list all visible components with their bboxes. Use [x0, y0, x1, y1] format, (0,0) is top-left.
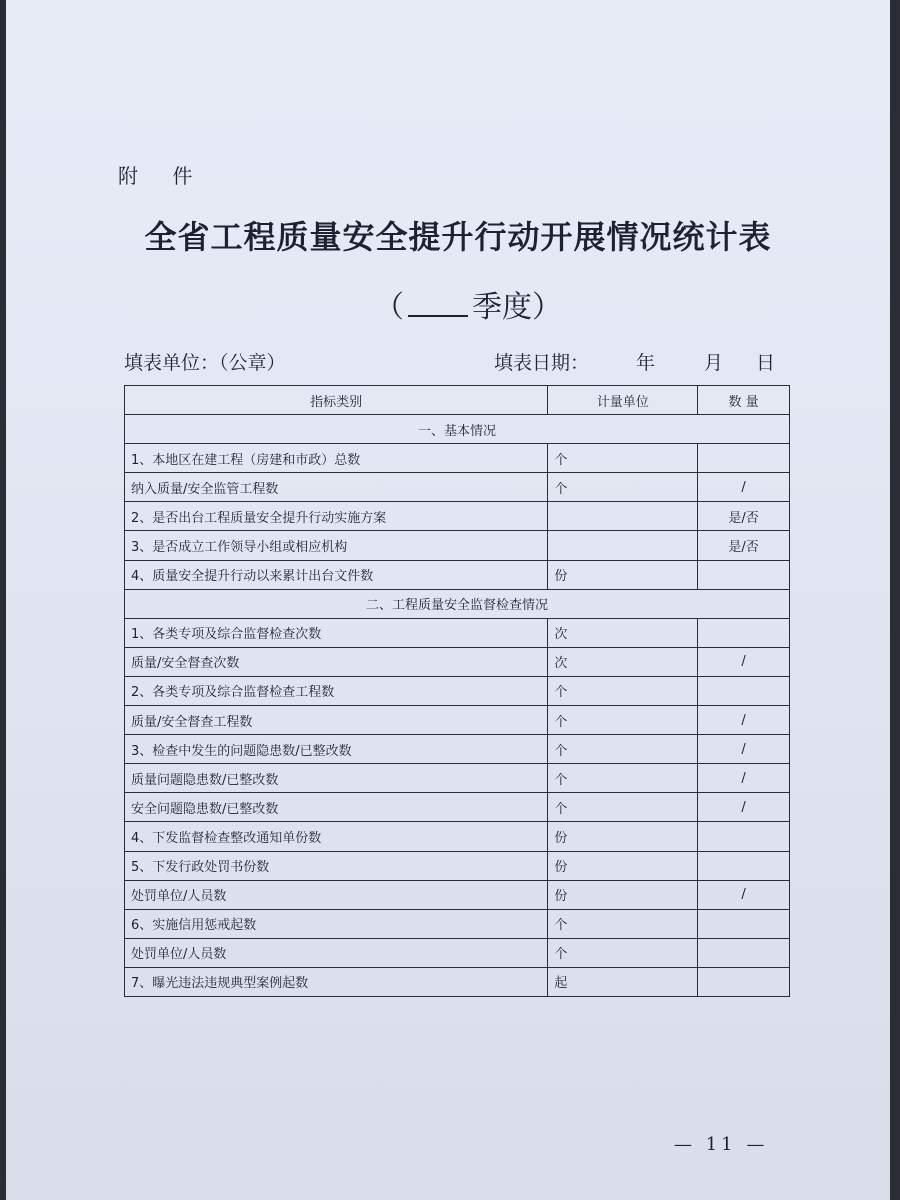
table-row [125, 851, 790, 880]
indicator-label: 6、实施信用惩戒起数 [125, 909, 548, 938]
quantity-cell[interactable] [698, 822, 790, 851]
quantity-cell[interactable] [698, 938, 790, 967]
quarter-open-paren: （ [374, 290, 404, 325]
page-number: — 11 — [674, 1134, 769, 1155]
quantity-cell[interactable] [698, 676, 790, 705]
quantity-cell[interactable]: / [698, 735, 790, 764]
table-section-row [125, 589, 790, 618]
unit-cell: 起 [548, 967, 698, 996]
indicator-label: 3、是否成立工作领导小组或相应机构 [125, 531, 548, 560]
indicator-label: 3、检查中发生的问题隐患数/已整改数 [125, 735, 548, 764]
unit-cell: 个 [548, 938, 698, 967]
indicator-label: 质量/安全督查工程数 [125, 706, 548, 735]
unit-cell: 个 [548, 909, 698, 938]
header-category: 指标类别 [125, 386, 548, 415]
date-year: 年 [636, 352, 656, 374]
unit-cell: 个 [548, 793, 698, 822]
unit-cell: 份 [548, 880, 698, 909]
table-row [125, 560, 790, 589]
unit-cell: 个 [548, 676, 698, 705]
quantity-cell[interactable]: / [698, 764, 790, 793]
quantity-cell[interactable]: / [698, 473, 790, 502]
quantity-cell[interactable] [698, 560, 790, 589]
table-row [125, 938, 790, 967]
unit-cell: 个 [548, 473, 698, 502]
quantity-cell[interactable] [698, 618, 790, 647]
document-title: 全省工程质量安全提升行动开展情况统计表 [144, 218, 772, 256]
table-row [125, 502, 790, 531]
unit-cell: 个 [548, 444, 698, 473]
table-row [125, 706, 790, 735]
attachment-label: 附 件 [118, 164, 207, 188]
unit-cell: 个 [548, 764, 698, 793]
table-row [125, 444, 790, 473]
quantity-cell[interactable]: 是/否 [698, 531, 790, 560]
quantity-cell[interactable]: / [698, 647, 790, 676]
quantity-cell[interactable]: / [698, 880, 790, 909]
quarter-label: 季度 [472, 290, 532, 325]
indicator-label: 7、曝光违法违规典型案例起数 [125, 967, 548, 996]
quarter-line [6, 282, 890, 326]
table-row [125, 473, 790, 502]
section-heading: 一、基本情况 [125, 415, 790, 444]
unit-cell: 个 [548, 706, 698, 735]
indicator-label: 1、本地区在建工程（房建和市政）总数 [125, 444, 548, 473]
table-header-row [125, 386, 790, 415]
indicator-label: 处罚单位/人员数 [125, 880, 548, 909]
unit-cell [548, 531, 698, 560]
indicator-label: 安全问题隐患数/已整改数 [125, 793, 548, 822]
indicator-label: 处罚单位/人员数 [125, 938, 548, 967]
table-row [125, 822, 790, 851]
table-row [125, 909, 790, 938]
unit-cell [548, 502, 698, 531]
table-row [125, 618, 790, 647]
table-body [125, 415, 790, 997]
quantity-cell[interactable]: / [698, 793, 790, 822]
section-heading: 二、工程质量安全监督检查情况 [125, 589, 790, 618]
indicator-label: 质量问题隐患数/已整改数 [125, 764, 548, 793]
indicator-label: 2、是否出台工程质量安全提升行动实施方案 [125, 502, 548, 531]
fill-unit-label: 填表单位：（公章） [124, 352, 286, 374]
quantity-cell[interactable] [698, 967, 790, 996]
indicator-label: 质量/安全督查次数 [125, 647, 548, 676]
unit-cell: 份 [548, 851, 698, 880]
statistics-table [124, 385, 790, 997]
table-row [125, 793, 790, 822]
quarter-blank[interactable] [408, 291, 468, 317]
unit-cell: 次 [548, 647, 698, 676]
quantity-cell[interactable]: / [698, 706, 790, 735]
indicator-label: 4、下发监督检查整改通知单份数 [125, 822, 548, 851]
unit-cell: 份 [548, 822, 698, 851]
table-row [125, 764, 790, 793]
header-unit: 计量单位 [548, 386, 698, 415]
indicator-label: 纳入质量/安全监管工程数 [125, 473, 548, 502]
indicator-label: 1、各类专项及综合监督检查次数 [125, 618, 548, 647]
quantity-cell[interactable] [698, 851, 790, 880]
quantity-cell[interactable] [698, 909, 790, 938]
unit-cell: 次 [548, 618, 698, 647]
table-section-row [125, 415, 790, 444]
date-month: 月 [704, 352, 724, 374]
fill-date-label: 填表日期： [494, 352, 590, 374]
indicator-label: 4、质量安全提升行动以来累计出台文件数 [125, 560, 548, 589]
quarter-close-paren: ） [532, 290, 562, 325]
unit-cell: 个 [548, 735, 698, 764]
table-row [125, 967, 790, 996]
indicator-label: 5、下发行政处罚书份数 [125, 851, 548, 880]
header-quantity: 数 量 [698, 386, 790, 415]
quantity-cell[interactable]: 是/否 [698, 502, 790, 531]
unit-cell: 份 [548, 560, 698, 589]
document-page [6, 0, 890, 1200]
table-row [125, 531, 790, 560]
table-row [125, 647, 790, 676]
table-row [125, 735, 790, 764]
table-row [125, 880, 790, 909]
quantity-cell[interactable] [698, 444, 790, 473]
indicator-label: 2、各类专项及综合监督检查工程数 [125, 676, 548, 705]
table-row [125, 676, 790, 705]
date-day: 日 [756, 352, 776, 374]
